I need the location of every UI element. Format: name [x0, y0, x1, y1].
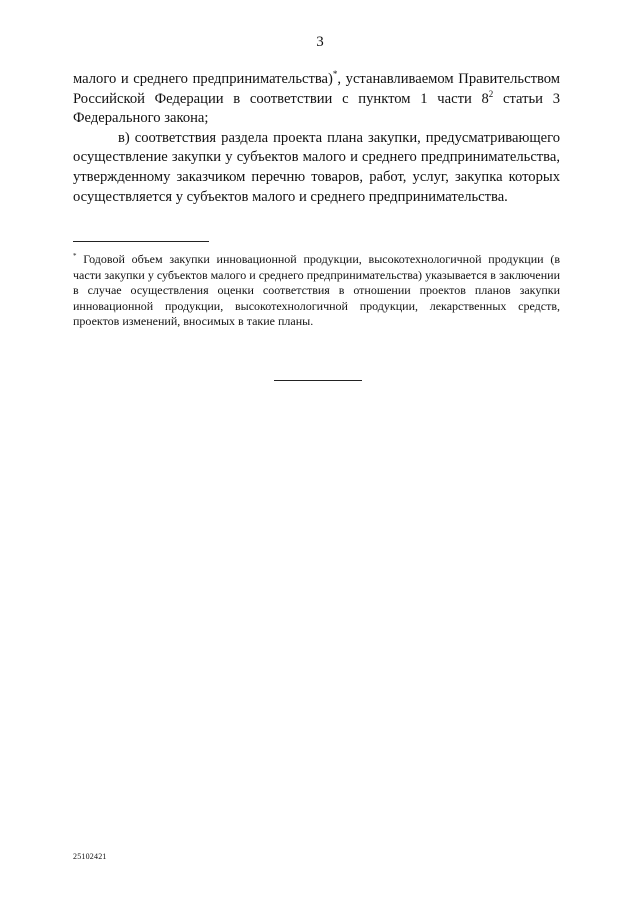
end-of-document-rule [274, 380, 362, 381]
document-code: 25102421 [73, 852, 107, 861]
page-number: 3 [316, 34, 324, 50]
footnote [73, 252, 560, 330]
paragraph-item-v: в) соответствия раздела проекта плана закупки, предусматривающего осуществление закупки у субъектов малого и среднего предпринимательства, утвержденному заказчиком перечню товаров, работ, услуг, закупка которых осуществляется у субъектов малого и среднего предпринимательства. [73, 129, 560, 205]
paragraph-text: статьи 3 Федерального закона; [73, 90, 560, 127]
footnote-text: Годовой объем закупки инновационной продукции, высокотехнологичной продукции (в части закупки у субъектов малого и среднего предпринимательства) указывается в заключении в случае осуществления оценки соответствия в отношении проектов планов закупки инновационной продукции, высокотехнологичной продукции, лекарственных средств, проектов изменений, вносимых в такие планы. [73, 252, 560, 329]
footnote-separator [73, 241, 209, 242]
paragraph-text: , устанавливаемом Правительством Российской Федерации в соответствии с пунктом 1 части 8 [73, 71, 560, 107]
document-body [73, 70, 560, 207]
paragraph-text: малого и среднего предпринимательства) [73, 71, 333, 87]
paragraph-continuation [73, 70, 560, 129]
footnote-mark: * [73, 252, 77, 260]
footnote-reference: * [332, 69, 338, 80]
superscript-index: 2 [488, 88, 494, 99]
